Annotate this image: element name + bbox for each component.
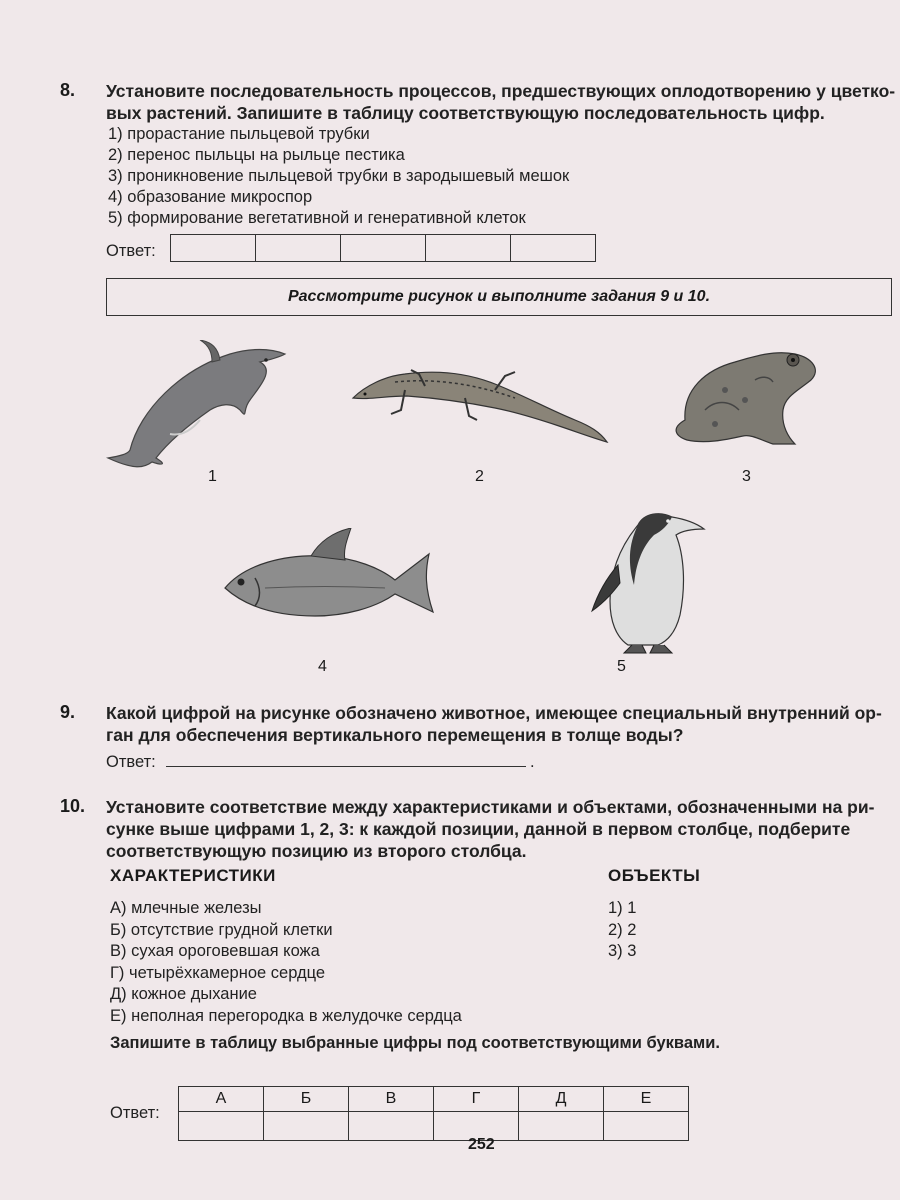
lizard-icon xyxy=(345,350,610,445)
q10-answer-table xyxy=(178,1086,689,1141)
q10-header-a: А xyxy=(179,1087,264,1112)
q10-text-line1: Установите соответствие между характеристиками и объектами, обозначенными на ри- xyxy=(106,797,875,817)
q8-option-5: 5) формирование вегетативной и генеративной клеток xyxy=(108,209,526,227)
object-1: 1) 1 xyxy=(608,899,637,917)
q8-answer-cell[interactable] xyxy=(256,235,341,262)
characteristic-e: Е) неполная перегородка в желудочке сердца xyxy=(110,1006,462,1025)
object-3: 3) 3 xyxy=(608,942,637,960)
q10-text xyxy=(106,796,896,862)
q10-answer-cell[interactable] xyxy=(264,1112,349,1141)
q10-characteristics xyxy=(110,898,462,1027)
q8-answer-table xyxy=(170,234,596,262)
q9-answer-line[interactable] xyxy=(166,766,526,767)
q10-header-g: Г xyxy=(434,1087,519,1112)
q8-answer-label: Ответ: xyxy=(106,242,156,260)
q8-answer-cell[interactable] xyxy=(511,235,596,262)
q10-header-d: Д xyxy=(519,1087,604,1112)
fish-icon xyxy=(215,528,450,628)
object-2: 2) 2 xyxy=(608,920,637,939)
q10-text-line3: соответствующую позицию из второго столбца. xyxy=(106,841,527,861)
page-number: 252 xyxy=(468,1136,495,1153)
q9-number: 9. xyxy=(60,702,76,722)
q8-options xyxy=(108,124,569,229)
q10-answer-label: Ответ: xyxy=(110,1104,160,1122)
q10-instruction: Запишите в таблицу выбранные цифры под соответствующими буквами. xyxy=(110,1034,720,1052)
q10-number: 10. xyxy=(60,796,86,816)
characteristic-g: Г) четырёхкамерное сердце xyxy=(110,963,326,982)
penguin-icon xyxy=(588,505,713,655)
q9-answer-end: . xyxy=(530,753,535,771)
figure-label-5: 5 xyxy=(617,658,626,675)
q10-answer-cell[interactable] xyxy=(349,1112,434,1141)
q8-option-3: 3) проникновение пыльцевой трубки в зародышевый мешок xyxy=(108,167,570,185)
q8-number: 8. xyxy=(60,80,76,100)
q10-objects xyxy=(608,898,636,963)
q10-header-e: Е xyxy=(604,1087,689,1112)
characteristic-v: В) сухая ороговевшая кожа xyxy=(110,942,320,960)
q10-answer-cell[interactable] xyxy=(519,1112,604,1141)
q9-text-line2: ган для обеспечения вертикального перемещения в толще воды? xyxy=(106,725,684,745)
characteristic-a: А) млечные железы xyxy=(110,899,262,917)
characteristic-d: Д) кожное дыхание xyxy=(110,985,257,1003)
q9-text-line1: Какой цифрой на рисунке обозначено животное, имеющее специальный внутренний ор- xyxy=(106,703,882,723)
figure-label-2: 2 xyxy=(475,468,484,485)
dolphin-icon xyxy=(100,340,300,470)
figure-label-3: 3 xyxy=(742,468,751,485)
q10-header-v: В xyxy=(349,1087,434,1112)
q8-text-line2: вых растений. Запишите в таблицу соответствующую последовательность цифр. xyxy=(106,103,825,123)
q8-answer-cell[interactable] xyxy=(341,235,426,262)
q8-option-1: 1) прорастание пыльцевой трубки xyxy=(108,125,370,143)
q8-option-2: 2) перенос пыльцы на рыльце пестика xyxy=(108,146,405,164)
figure-instruction-banner: Рассмотрите рисунок и выполните задания 9 и 10. xyxy=(106,278,892,316)
q8-option-4: 4) образование микроспор xyxy=(108,188,313,206)
q9-answer-label: Ответ: xyxy=(106,753,156,771)
characteristic-b: Б) отсутствие грудной клетки xyxy=(110,920,333,939)
figure-label-4: 4 xyxy=(318,658,327,675)
col-objects-header: ОБЪЕКТЫ xyxy=(608,866,701,885)
q8-text xyxy=(106,80,896,124)
q10-text-line2: сунке выше цифрами 1, 2, 3: к каждой позиции, данной в первом столбце, подберите xyxy=(106,819,851,839)
q8-text-line1: Установите последовательность процессов, предшествующих оплодотворению у цветко- xyxy=(106,81,896,101)
q10-header-b: Б xyxy=(264,1087,349,1112)
q10-answer-cell[interactable] xyxy=(604,1112,689,1141)
frog-icon xyxy=(665,340,825,450)
q9-text xyxy=(106,702,896,746)
q8-answer-cell[interactable] xyxy=(171,235,256,262)
figure-label-1: 1 xyxy=(208,468,217,485)
q8-answer-cell[interactable] xyxy=(426,235,511,262)
col-characteristics-header: ХАРАКТЕРИСТИКИ xyxy=(110,866,276,885)
q10-answer-cell[interactable] xyxy=(179,1112,264,1141)
